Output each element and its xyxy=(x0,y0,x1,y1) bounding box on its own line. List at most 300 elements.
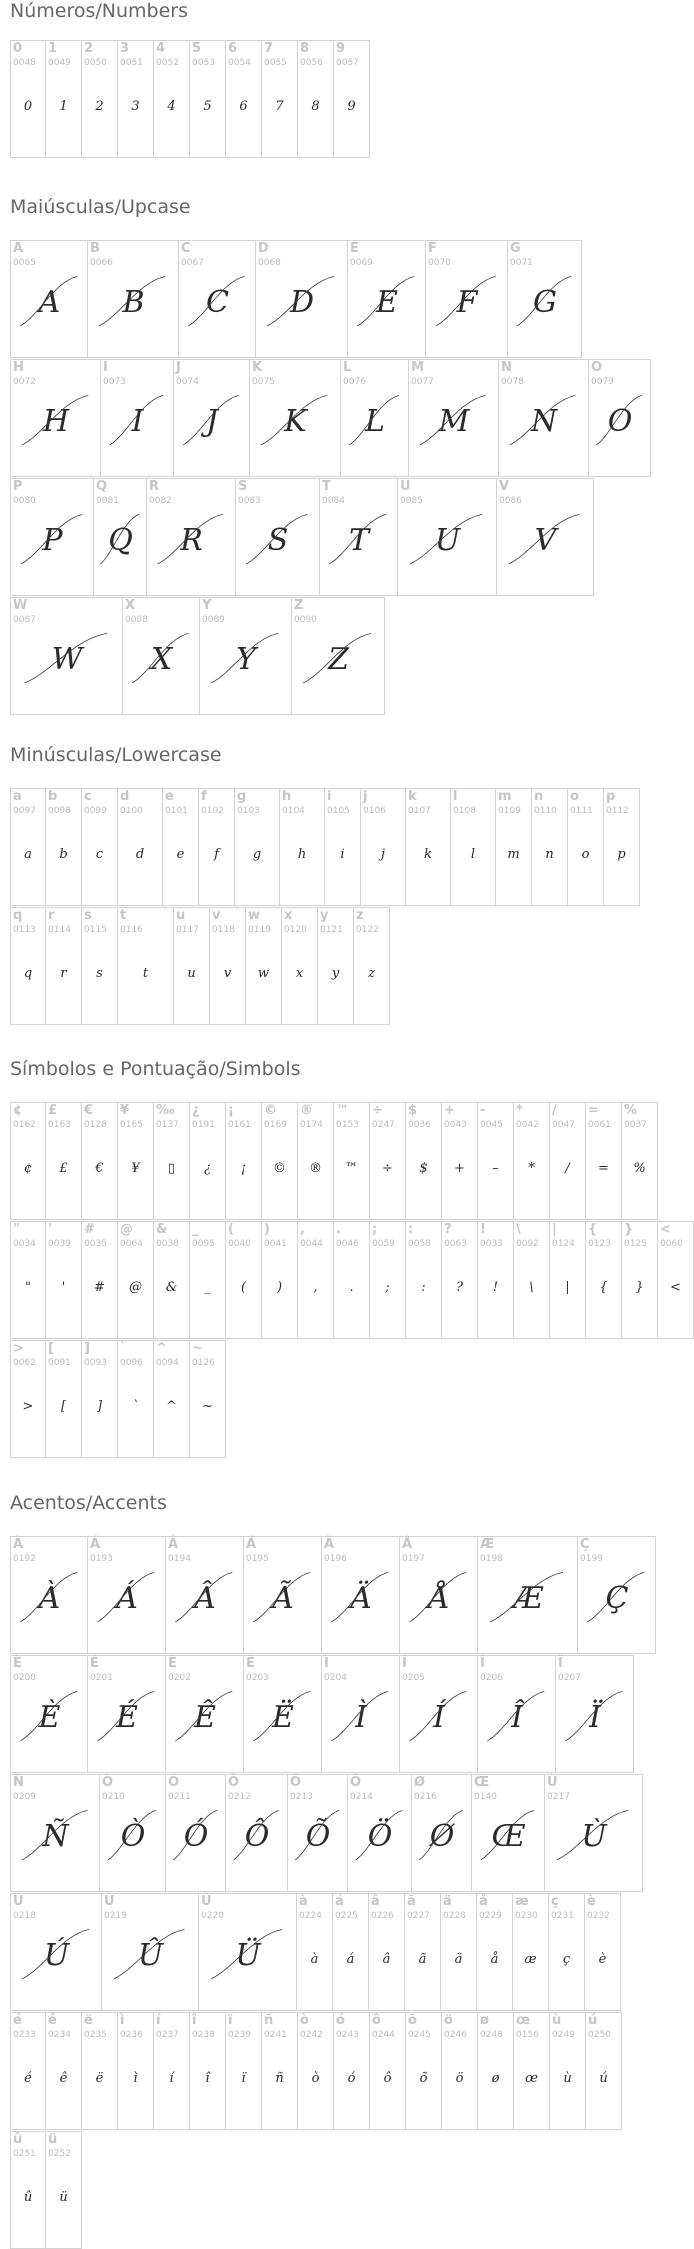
glyph-code: 0140 xyxy=(474,1792,497,1802)
glyph-code: 0216 xyxy=(414,1792,437,1802)
glyph-char-label: ì xyxy=(120,2013,125,2028)
glyph-char-label: s xyxy=(84,908,92,923)
glyph-char-label: F xyxy=(428,241,437,256)
glyph-char-label: ‰ xyxy=(156,1103,175,1118)
glyph-code: 0100 xyxy=(120,806,143,816)
glyph-cell xyxy=(334,2012,370,2130)
glyph-sample: è xyxy=(598,1952,607,1967)
glyph-row xyxy=(10,2131,656,2249)
glyph-code: 0096 xyxy=(120,1358,143,1368)
glyph-char-label: ã xyxy=(407,1894,416,1909)
glyph-char-label: ' xyxy=(48,1222,52,1237)
glyph-sample: + xyxy=(454,1161,465,1176)
glyph-cell xyxy=(298,40,334,158)
glyph-char-label: : xyxy=(408,1222,414,1237)
glyph-code: 0202 xyxy=(168,1673,191,1683)
glyph-cell xyxy=(586,1102,622,1220)
glyph-cell xyxy=(190,1340,226,1458)
glyph-cell xyxy=(406,2012,442,2130)
glyph-sample: ä xyxy=(454,1952,463,1967)
glyph-code: 0047 xyxy=(552,1120,575,1130)
glyph-sample: 0 xyxy=(23,99,33,114)
glyph-row xyxy=(10,2012,656,2130)
glyph-sample: É xyxy=(116,1700,137,1735)
glyph-code: 0055 xyxy=(264,58,287,68)
glyph-char-label: à xyxy=(299,1894,308,1909)
glyph-sample: g xyxy=(252,847,262,862)
glyph-code: 0063 xyxy=(444,1239,467,1249)
glyph-char-label: Ù xyxy=(547,1775,558,1790)
glyph-sample: û xyxy=(23,2190,33,2205)
glyph-code: 0123 xyxy=(588,1239,611,1249)
section-title: Minúsculas/Lowercase xyxy=(10,744,222,766)
glyph-sample: # xyxy=(94,1280,105,1295)
glyph-cell xyxy=(154,2012,190,2130)
glyph-cell xyxy=(514,1221,550,1339)
glyph-cell xyxy=(82,40,118,158)
glyph-code: 0228 xyxy=(443,1911,466,1921)
glyph-cell xyxy=(10,478,94,596)
glyph-cell xyxy=(256,240,348,358)
glyph-sample: X xyxy=(150,642,172,677)
glyph-char-label: $ xyxy=(408,1103,418,1118)
glyph-char-label: ? xyxy=(444,1222,452,1237)
glyph-sample: Ä xyxy=(350,1581,371,1616)
glyph-char-label: ò xyxy=(300,2013,309,2028)
glyph-sample: & xyxy=(165,1280,178,1295)
glyph-code: 0115 xyxy=(84,925,107,935)
glyph-sample: 6 xyxy=(239,99,248,114)
glyph-code: 0120 xyxy=(284,925,307,935)
glyph-cell xyxy=(118,907,174,1025)
glyph-code: 0210 xyxy=(102,1792,125,1802)
glyph-char-label: a xyxy=(13,789,22,804)
glyph-cell xyxy=(10,1893,102,2011)
glyph-sample: d xyxy=(135,847,145,862)
glyph-row xyxy=(10,1102,694,1220)
glyph-cell xyxy=(163,788,199,906)
glyph-code: 0199 xyxy=(580,1554,603,1564)
glyph-sample: ] xyxy=(96,1399,103,1414)
glyph-sample: Ô xyxy=(244,1819,269,1854)
glyph-char-label: Ò xyxy=(102,1775,114,1790)
glyph-sample: ¡ xyxy=(240,1161,247,1176)
glyph-cell xyxy=(318,907,354,1025)
glyph-sample: I xyxy=(131,404,143,439)
glyph-code: 0213 xyxy=(290,1792,313,1802)
glyph-char-label: ç xyxy=(551,1894,559,1909)
glyph-char-label: D xyxy=(258,241,269,256)
glyph-row xyxy=(10,240,651,358)
glyph-sample: , xyxy=(313,1280,318,1295)
glyph-sample: Ñ xyxy=(42,1819,68,1854)
glyph-cell xyxy=(179,240,256,358)
glyph-code: 0072 xyxy=(13,377,36,387)
glyph-char-label: À xyxy=(13,1537,24,1552)
glyph-sample: £ xyxy=(59,1161,68,1176)
glyph-char-label: 5 xyxy=(192,41,202,56)
glyph-code: 0051 xyxy=(120,58,143,68)
glyph-code: 0040 xyxy=(228,1239,251,1249)
glyph-cell xyxy=(499,359,589,477)
glyph-cell xyxy=(88,1655,166,1773)
glyph-cell xyxy=(102,1893,199,2011)
glyph-code: 0050 xyxy=(84,58,107,68)
glyph-cell xyxy=(325,788,361,906)
glyph-char-label: ] xyxy=(84,1341,90,1356)
glyph-code: 0081 xyxy=(96,496,119,506)
glyph-code: 0104 xyxy=(282,806,305,816)
glyph-code: 0234 xyxy=(48,2030,71,2040)
glyph-cell xyxy=(199,788,235,906)
glyph-code: 0074 xyxy=(176,377,199,387)
glyph-char-label: £ xyxy=(48,1103,58,1118)
glyph-sample: Y xyxy=(236,642,255,677)
glyph-code: 0088 xyxy=(125,615,148,625)
glyph-sample: ™ xyxy=(345,1161,358,1176)
glyph-sample: x xyxy=(295,966,304,981)
glyph-char-label: B xyxy=(90,241,100,256)
glyph-cell xyxy=(589,359,651,477)
glyph-sample: @ xyxy=(129,1280,142,1295)
glyph-char-label: t xyxy=(120,908,127,923)
glyph-code: 0109 xyxy=(498,806,521,816)
glyph-char-label: € xyxy=(84,1103,94,1118)
glyph-code: 0049 xyxy=(48,58,71,68)
glyph-code: 0214 xyxy=(350,1792,373,1802)
glyph-cell xyxy=(400,1536,478,1654)
glyph-code: 0229 xyxy=(479,1911,502,1921)
glyph-char-label: i xyxy=(327,789,332,804)
glyph-char-label: Û xyxy=(104,1894,115,1909)
glyph-char-label: 1 xyxy=(48,41,58,56)
glyph-char-label: Y xyxy=(202,598,212,613)
glyph-code: 0195 xyxy=(246,1554,269,1564)
glyph-code: 0061 xyxy=(588,1120,611,1130)
glyph-sample: â xyxy=(382,1952,391,1967)
glyph-char-label: d xyxy=(120,789,130,804)
glyph-sample: T xyxy=(348,523,368,558)
glyph-cell xyxy=(441,1893,477,2011)
glyph-sample: ^ xyxy=(166,1399,177,1414)
glyph-cell xyxy=(46,1102,82,1220)
glyph-sample: ¥ xyxy=(131,1161,140,1176)
glyph-char-label: 9 xyxy=(336,41,346,56)
glyph-char-label: Ä xyxy=(324,1537,335,1552)
glyph-code: 0097 xyxy=(13,806,36,816)
glyph-sample: v xyxy=(223,966,232,981)
glyph-char-label: î xyxy=(192,2013,197,2028)
glyph-char-label: 8 xyxy=(300,41,310,56)
glyph-char-label: Ë xyxy=(246,1656,255,1671)
glyph-sample: S xyxy=(267,523,288,558)
glyph-cell xyxy=(451,788,496,906)
glyph-sample: k xyxy=(424,847,432,862)
glyph-code: 0218 xyxy=(13,1911,36,1921)
glyph-char-label: Õ xyxy=(290,1775,302,1790)
glyph-code: 0212 xyxy=(228,1792,251,1802)
glyph-row xyxy=(10,1221,694,1339)
glyph-cell xyxy=(10,1774,100,1892)
glyph-sample: à xyxy=(310,1952,319,1967)
glyph-char-label: ö xyxy=(444,2013,453,2028)
glyph-cell xyxy=(405,1893,441,2011)
glyph-code: 0163 xyxy=(48,1120,71,1130)
glyph-cell xyxy=(280,788,325,906)
glyph-sample: ã xyxy=(418,1952,427,1967)
glyph-code: 0043 xyxy=(444,1120,467,1130)
glyph-cell xyxy=(478,1102,514,1220)
glyph-cell xyxy=(82,1102,118,1220)
glyph-char-label: T xyxy=(322,479,331,494)
glyph-code: 0238 xyxy=(192,2030,215,2040)
glyph-sample: ¿ xyxy=(204,1161,211,1176)
glyph-cell xyxy=(244,1536,322,1654)
glyph-sample: é xyxy=(24,2071,32,2086)
glyph-char-label: Ú xyxy=(13,1894,24,1909)
glyph-char-label: ¿ xyxy=(192,1103,200,1118)
glyph-sample: Ò xyxy=(120,1819,145,1854)
glyph-char-label: # xyxy=(84,1222,95,1237)
glyph-char-label: > xyxy=(13,1341,24,1356)
glyph-cell xyxy=(348,1774,412,1892)
glyph-grid xyxy=(10,40,370,158)
glyph-sample: ' xyxy=(61,1280,66,1295)
glyph-row xyxy=(10,1893,656,2011)
glyph-code: 0217 xyxy=(547,1792,570,1802)
glyph-char-label: ; xyxy=(372,1222,378,1237)
glyph-code: 0220 xyxy=(201,1911,224,1921)
glyph-sample: < xyxy=(670,1280,681,1295)
glyph-code: 0108 xyxy=(453,806,476,816)
glyph-char-label: ú xyxy=(588,2013,598,2028)
glyph-sample: ; xyxy=(385,1280,390,1295)
glyph-code: 0161 xyxy=(228,1120,251,1130)
glyph-code: 0075 xyxy=(252,377,275,387)
glyph-cell xyxy=(10,2012,46,2130)
glyph-sample: î xyxy=(205,2071,210,2086)
glyph-code: 0038 xyxy=(156,1239,179,1249)
glyph-code: 0048 xyxy=(13,58,36,68)
glyph-sample: ` xyxy=(132,1399,139,1414)
glyph-char-label: Ì xyxy=(324,1656,329,1671)
glyph-sample: Û xyxy=(137,1938,163,1973)
glyph-code: 0079 xyxy=(591,377,614,387)
glyph-sample: . xyxy=(349,1280,354,1295)
glyph-char-label: , xyxy=(300,1222,305,1237)
glyph-code: 0198 xyxy=(480,1554,503,1564)
glyph-sample: O xyxy=(607,404,632,439)
glyph-code: 0243 xyxy=(336,2030,359,2040)
glyph-cell xyxy=(298,2012,334,2130)
glyph-cell xyxy=(354,907,390,1025)
glyph-code: 0200 xyxy=(13,1673,36,1683)
glyph-cell xyxy=(298,1221,334,1339)
glyph-sample: N xyxy=(530,404,557,439)
glyph-sample: © xyxy=(273,1161,286,1176)
glyph-sample: 9 xyxy=(347,99,356,114)
glyph-sample: a xyxy=(24,847,32,862)
glyph-sample: 7 xyxy=(275,99,284,114)
glyph-sample: L xyxy=(365,404,384,439)
glyph-cell xyxy=(101,359,174,477)
glyph-code: 0227 xyxy=(407,1911,430,1921)
glyph-cell xyxy=(513,1893,549,2011)
glyph-sample: å xyxy=(490,1952,499,1967)
glyph-cell xyxy=(46,40,82,158)
glyph-sample: P xyxy=(42,523,62,558)
glyph-char-label: z xyxy=(356,908,364,923)
glyph-cell xyxy=(550,2012,586,2130)
glyph-sample: ò xyxy=(311,2071,320,2086)
glyph-cell xyxy=(190,1221,226,1339)
glyph-code: 0162 xyxy=(13,1120,36,1130)
glyph-cell xyxy=(406,1221,442,1339)
glyph-cell xyxy=(118,1221,154,1339)
glyph-char-label: Ç xyxy=(580,1537,590,1552)
glyph-code: 0103 xyxy=(237,806,260,816)
glyph-cell xyxy=(118,2012,154,2130)
glyph-row xyxy=(10,788,640,906)
glyph-cell xyxy=(154,40,190,158)
glyph-char-label: ¡ xyxy=(228,1103,234,1118)
glyph-sample: m xyxy=(507,847,520,862)
glyph-cell xyxy=(46,2131,82,2249)
glyph-sample: ê xyxy=(59,2071,68,2086)
glyph-cell xyxy=(442,1221,478,1339)
glyph-cell xyxy=(10,1340,46,1458)
glyph-cell xyxy=(46,1340,82,1458)
glyph-grid xyxy=(10,1536,656,2249)
glyph-cell xyxy=(154,1221,190,1339)
glyph-cell xyxy=(658,1221,694,1339)
glyph-code: 0082 xyxy=(149,496,172,506)
glyph-code: 0244 xyxy=(372,2030,395,2040)
glyph-sample: ÷ xyxy=(382,1161,393,1176)
glyph-sample: Î xyxy=(511,1700,522,1735)
glyph-cell xyxy=(412,1774,472,1892)
glyph-sample: 5 xyxy=(203,99,212,114)
glyph-code: 0116 xyxy=(120,925,143,935)
glyph-cell xyxy=(604,788,640,906)
glyph-char-label: ÷ xyxy=(372,1103,383,1118)
glyph-cell xyxy=(174,907,210,1025)
glyph-cell xyxy=(94,478,147,596)
glyph-code: 0232 xyxy=(587,1911,610,1921)
glyph-char-label: \ xyxy=(516,1222,521,1237)
glyph-char-label: ü xyxy=(48,2132,58,2147)
glyph-sample: 3 xyxy=(131,99,140,114)
glyph-sample: F xyxy=(456,285,477,320)
glyph-cell xyxy=(545,1774,643,1892)
glyph-cell xyxy=(477,1893,513,2011)
glyph-code: 0241 xyxy=(264,2030,287,2040)
glyph-cell xyxy=(532,788,568,906)
glyph-sample: U xyxy=(434,523,460,558)
glyph-code: 0044 xyxy=(300,1239,323,1249)
glyph-cell xyxy=(322,1655,400,1773)
glyph-sample: Ê xyxy=(194,1700,215,1735)
glyph-code: 0121 xyxy=(320,925,343,935)
glyph-cell xyxy=(478,1536,578,1654)
glyph-char-label: o xyxy=(570,789,579,804)
glyph-char-label: é xyxy=(13,2013,22,2028)
glyph-char-label: E xyxy=(350,241,359,256)
glyph-char-label: u xyxy=(176,908,186,923)
glyph-cell xyxy=(320,478,398,596)
glyph-cell xyxy=(568,788,604,906)
glyph-code: 0237 xyxy=(156,2030,179,2040)
glyph-cell xyxy=(478,1655,556,1773)
glyph-char-label: ê xyxy=(48,2013,57,2028)
glyph-cell xyxy=(442,2012,478,2130)
glyph-code: 0174 xyxy=(300,1120,323,1130)
glyph-char-label: Ü xyxy=(201,1894,212,1909)
glyph-row xyxy=(10,907,640,1025)
glyph-code: 0225 xyxy=(335,1911,358,1921)
glyph-char-label: è xyxy=(587,1894,596,1909)
glyph-sample: Õ xyxy=(305,1819,330,1854)
glyph-char-label: Í xyxy=(402,1656,407,1671)
section-title: Números/Numbers xyxy=(10,0,188,22)
glyph-char-label: í xyxy=(156,2013,161,2028)
glyph-sample: s xyxy=(96,966,103,981)
glyph-sample: 4 xyxy=(167,99,176,114)
glyph-sample: Ç xyxy=(605,1581,628,1616)
glyph-code: 0073 xyxy=(103,377,126,387)
glyph-char-label: j xyxy=(363,789,368,804)
glyph-char-label: @ xyxy=(120,1222,133,1237)
glyph-char-label: ( xyxy=(228,1222,234,1237)
glyph-char-label: e xyxy=(165,789,174,804)
glyph-code: 0206 xyxy=(480,1673,503,1683)
glyph-char-label: 2 xyxy=(84,41,94,56)
glyph-char-label: õ xyxy=(408,2013,417,2028)
glyph-code: 0249 xyxy=(552,2030,575,2040)
glyph-cell xyxy=(166,1774,226,1892)
glyph-cell xyxy=(82,2012,118,2130)
glyph-sample: ! xyxy=(492,1280,499,1295)
glyph-cell xyxy=(333,1893,369,2011)
glyph-sample: Æ xyxy=(512,1581,543,1616)
glyph-char-label: ï xyxy=(228,2013,233,2028)
glyph-cell xyxy=(341,359,409,477)
glyph-code: 0192 xyxy=(13,1554,36,1564)
glyph-cell xyxy=(262,1102,298,1220)
glyph-code: 0197 xyxy=(402,1554,425,1564)
glyph-cell xyxy=(334,1221,370,1339)
glyph-cell xyxy=(297,1893,333,2011)
glyph-char-label: 3 xyxy=(120,41,130,56)
glyph-code: 0242 xyxy=(300,2030,323,2040)
glyph-code: 0239 xyxy=(228,2030,251,2040)
glyph-cell xyxy=(578,1536,656,1654)
glyph-code: 0067 xyxy=(181,258,204,268)
glyph-cell xyxy=(118,40,154,158)
glyph-char-label: P xyxy=(13,479,23,494)
glyph-code: 0207 xyxy=(558,1673,581,1683)
glyph-code: 0084 xyxy=(322,496,345,506)
glyph-char-label: œ xyxy=(516,2013,531,2028)
glyph-sample: Ó xyxy=(183,1819,208,1854)
glyph-code: 0251 xyxy=(13,2149,36,2159)
glyph-code: 0125 xyxy=(624,1239,647,1249)
glyph-sample: Ø xyxy=(429,1819,454,1854)
glyph-sample: w xyxy=(257,966,270,981)
glyph-code: 0066 xyxy=(90,258,113,268)
glyph-sample: ~ xyxy=(202,1399,213,1414)
glyph-char-label: | xyxy=(552,1222,557,1237)
